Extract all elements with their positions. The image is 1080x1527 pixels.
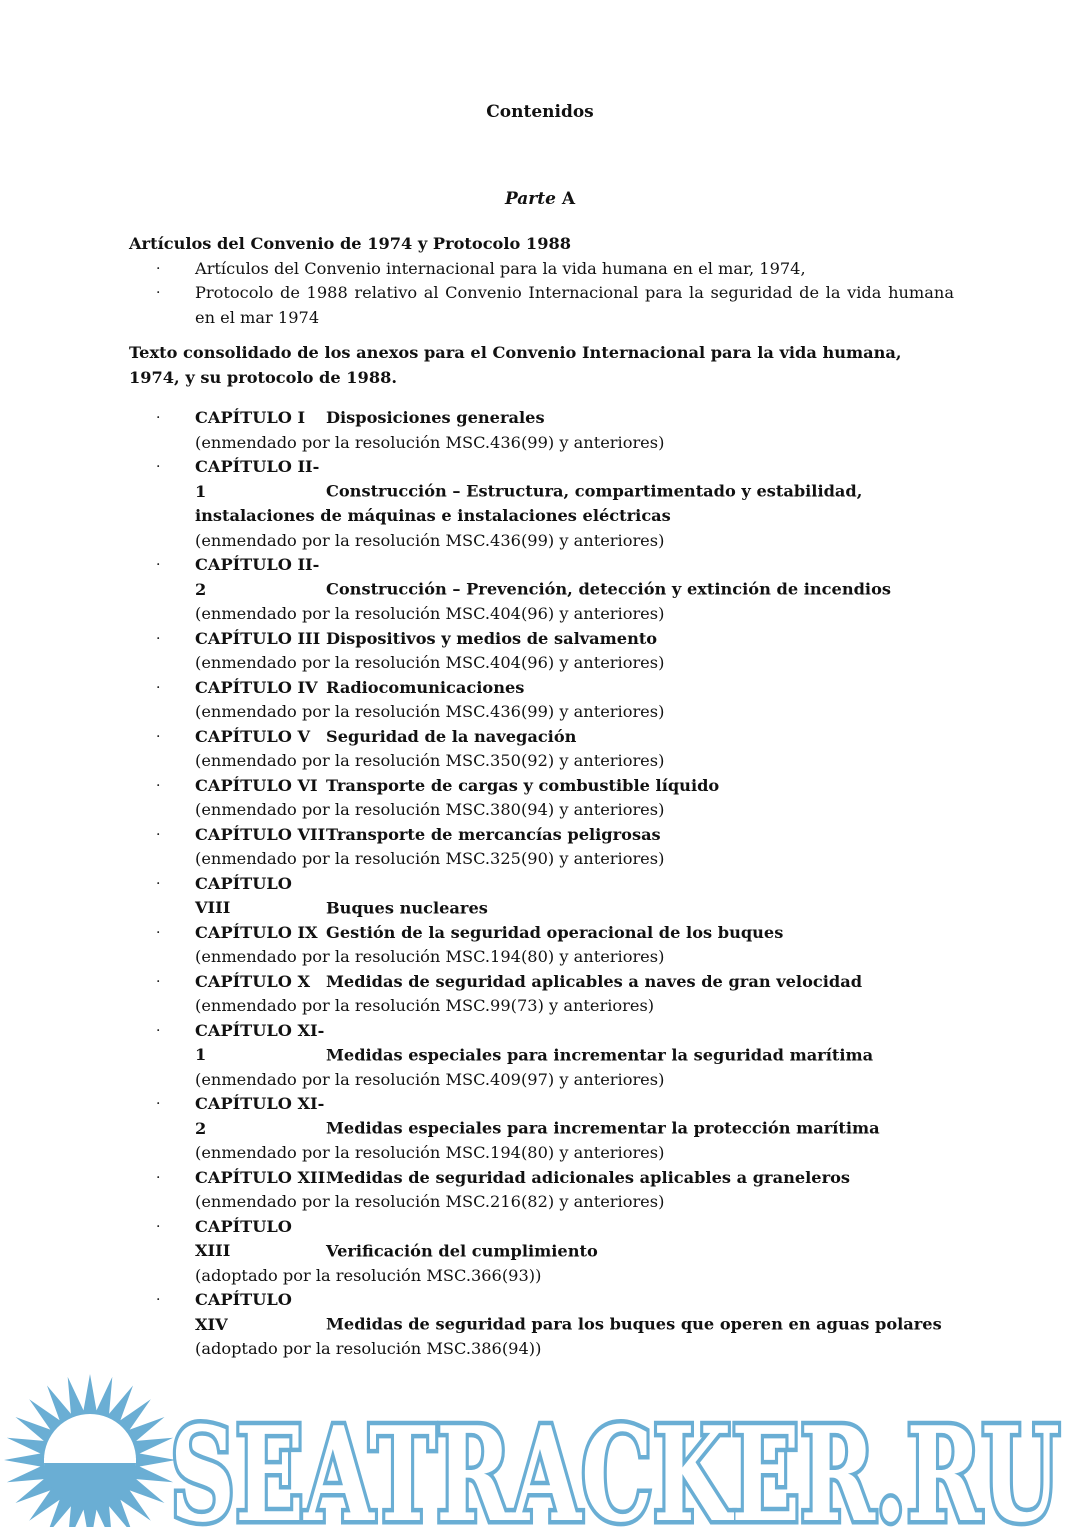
chapter-note: (enmendado por la resolución MSC.350(92) y anteriores): [195, 751, 665, 770]
chapter-title: Medidas de seguridad adicionales aplicables a graneleros: [326, 1167, 851, 1187]
chapter-note: (enmendado por la resolución MSC.194(80) y anteriores): [195, 947, 665, 966]
bullet-icon: ·: [156, 285, 161, 301]
chapter-label: CAPÍTULO IX: [195, 922, 318, 942]
part-heading: [0, 189, 1080, 209]
bullet-icon: ·: [156, 1022, 161, 1039]
list-item: [129, 281, 954, 330]
chapter-title: Construcción – Prevención, detección y extinción de incendios: [326, 579, 891, 599]
chapter-heading: [195, 1166, 954, 1191]
chapter-label: CAPÍTULO XI-2: [195, 1094, 325, 1138]
chapter-item: [129, 872, 954, 921]
chapter-item: [129, 823, 954, 872]
chapter-item: [129, 774, 954, 823]
chapter-note: (adoptado por la resolución MSC.386(94)): [195, 1339, 542, 1358]
chapter-item: [129, 406, 954, 455]
chapter-heading: [195, 627, 954, 652]
chapter-item: [129, 921, 954, 970]
chapter-note: (enmendado por la resolución MSC.436(99) y anteriores): [195, 432, 665, 452]
chapter-label: CAPÍTULO III: [195, 628, 321, 648]
bullet-icon: ·: [156, 1096, 161, 1112]
bullet-icon: ·: [156, 557, 161, 573]
chapter-title: Dispositivos y medios de salvamento: [326, 628, 658, 648]
chapter-title: Gestión de la seguridad operacional de los buques: [326, 922, 784, 942]
chapter-label: CAPÍTULO VII: [195, 824, 326, 844]
chapter-title: Medidas de seguridad aplicables a naves de gran velocidad: [326, 971, 863, 991]
list-item: [129, 257, 954, 282]
bullet-icon: ·: [156, 1169, 161, 1186]
chapter-title: Transporte de cargas y combustible líquido: [326, 775, 720, 795]
chapter-note: (enmendado por la resolución MSC.216(82) y anteriores): [195, 1192, 665, 1211]
bullet-icon: ·: [156, 260, 161, 277]
chapter-heading: [195, 921, 954, 946]
chapter-item: [129, 1019, 954, 1093]
chapter-heading: [195, 676, 954, 701]
part-letter: A: [561, 189, 576, 209]
section-articles: [129, 232, 954, 330]
chapter-title: Medidas especiales para incrementar la seguridad marítima: [326, 1045, 874, 1064]
part-word: Parte: [504, 189, 556, 209]
chapter-item: [129, 970, 954, 1019]
bullet-icon: ·: [156, 826, 161, 843]
bullet-icon: ·: [156, 630, 161, 647]
bullet-icon: ·: [156, 728, 161, 745]
chapter-heading: [195, 823, 954, 848]
chapter-title: Buques nucleares: [326, 898, 488, 917]
bullet-icon: ·: [156, 1292, 161, 1308]
page-title: Contenidos: [486, 102, 594, 122]
chapter-label: CAPÍTULO II-1: [195, 457, 320, 501]
seatracker-watermark: [0, 1360, 1080, 1527]
chapter-note: (enmendado por la resolución MSC.380(94) y anteriores): [195, 800, 665, 819]
bullet-icon: ·: [156, 777, 161, 794]
chapter-heading: [195, 1019, 954, 1068]
chapter-label: CAPÍTULO IV: [195, 677, 318, 697]
chapter-note: (enmendado por la resolución MSC.436(99) y anteriores): [195, 702, 665, 721]
bullet-icon: ·: [156, 875, 161, 892]
bullet-icon: ·: [156, 459, 161, 475]
chapter-title: Medidas de seguridad para los buques que operen en aguas polares: [326, 1314, 942, 1334]
bullet-icon: ·: [156, 1218, 161, 1235]
chapter-note: (enmendado por la resolución MSC.436(99) y anteriores): [195, 530, 665, 550]
chapter-note: (enmendado por la resolución MSC.194(80) y anteriores): [195, 1143, 665, 1162]
chapter-label: CAPÍTULO X: [195, 971, 311, 991]
chapter-label: CAPÍTULO I: [195, 408, 306, 427]
sun-logo-icon: [4, 1374, 176, 1527]
watermark-text: SEATRACKER.RU: [170, 1398, 1060, 1527]
chapter-item: [129, 1215, 954, 1289]
chapter-title: Verificación del cumplimiento: [326, 1241, 598, 1260]
chapter-item: [129, 553, 954, 627]
chapter-heading: [195, 970, 954, 995]
section-heading: Artículos del Convenio de 1974 y Protocolo 1988: [129, 234, 571, 253]
chapter-heading: [195, 725, 954, 750]
list-item-text: Protocolo de 1988 relativo al Convenio Internacional para la seguridad de la vida humana en el mar 1974: [195, 283, 954, 327]
bullet-icon: ·: [156, 924, 161, 941]
chapter-title: Medidas especiales para incrementar la protección marítima: [326, 1118, 880, 1138]
chapter-note: (enmendado por la resolución MSC.409(97) y anteriores): [195, 1069, 665, 1089]
chapter-item: [129, 1166, 954, 1215]
chapter-title: Radiocomunicaciones: [326, 677, 525, 697]
chapter-label: CAPÍTULO XIII: [195, 1216, 292, 1260]
chapter-heading: [195, 872, 954, 921]
chapter-label: CAPÍTULO XII: [195, 1167, 326, 1187]
list-item-text: Artículos del Convenio internacional para la vida humana en el mar, 1974,: [195, 258, 806, 278]
chapter-title: Disposiciones generales: [326, 408, 545, 427]
chapter-title: Seguridad de la navegación: [326, 726, 577, 746]
chapter-item: [129, 725, 954, 774]
chapter-heading: [195, 1215, 954, 1264]
chapter-note: (enmendado por la resolución MSC.99(73) y anteriores): [195, 996, 655, 1015]
chapter-item: [129, 676, 954, 725]
chapter-note: (enmendado por la resolución MSC.325(90) y anteriores): [195, 849, 665, 868]
chapter-title: Construcción – Estructura, compartimentado y estabilidad, instalaciones de máquinas e instalaciones eléctricas: [195, 481, 863, 525]
chapter-heading: [195, 553, 954, 602]
chapter-label: CAPÍTULO VI: [195, 775, 318, 795]
chapter-item: [129, 1288, 954, 1362]
chapter-note: (enmendado por la resolución MSC.404(96) y anteriores): [195, 604, 665, 623]
chapter-item: [129, 1092, 954, 1166]
chapter-label: CAPÍTULO II-2: [195, 555, 320, 599]
bullet-icon: ·: [156, 679, 161, 696]
chapter-heading: [195, 1092, 954, 1141]
chapter-heading: [195, 406, 954, 431]
chapter-label: CAPÍTULO XIV: [195, 1290, 292, 1334]
chapter-label: CAPÍTULO XI-1: [195, 1020, 325, 1064]
chapter-heading: [195, 774, 954, 799]
chapter-heading: [195, 455, 954, 529]
chapter-item: [129, 455, 954, 553]
chapter-title: Transporte de mercancías peligrosas: [326, 824, 661, 844]
chapter-label: CAPÍTULO VIII: [195, 873, 292, 917]
bullet-icon: ·: [156, 973, 161, 990]
chapter-list: [129, 406, 954, 1362]
chapter-note: (enmendado por la resolución MSC.404(96) y anteriores): [195, 653, 665, 672]
chapter-label: CAPÍTULO V: [195, 726, 311, 746]
chapter-item: [129, 627, 954, 676]
chapter-heading: [195, 1288, 954, 1337]
section-consolidated-heading: Texto consolidado de los anexos para el Convenio Internacional para la vida humana, 1974, y su protocolo de 1988.: [129, 343, 902, 387]
bullet-icon: ·: [156, 410, 161, 426]
chapter-note: (adoptado por la resolución MSC.366(93)): [195, 1265, 542, 1285]
